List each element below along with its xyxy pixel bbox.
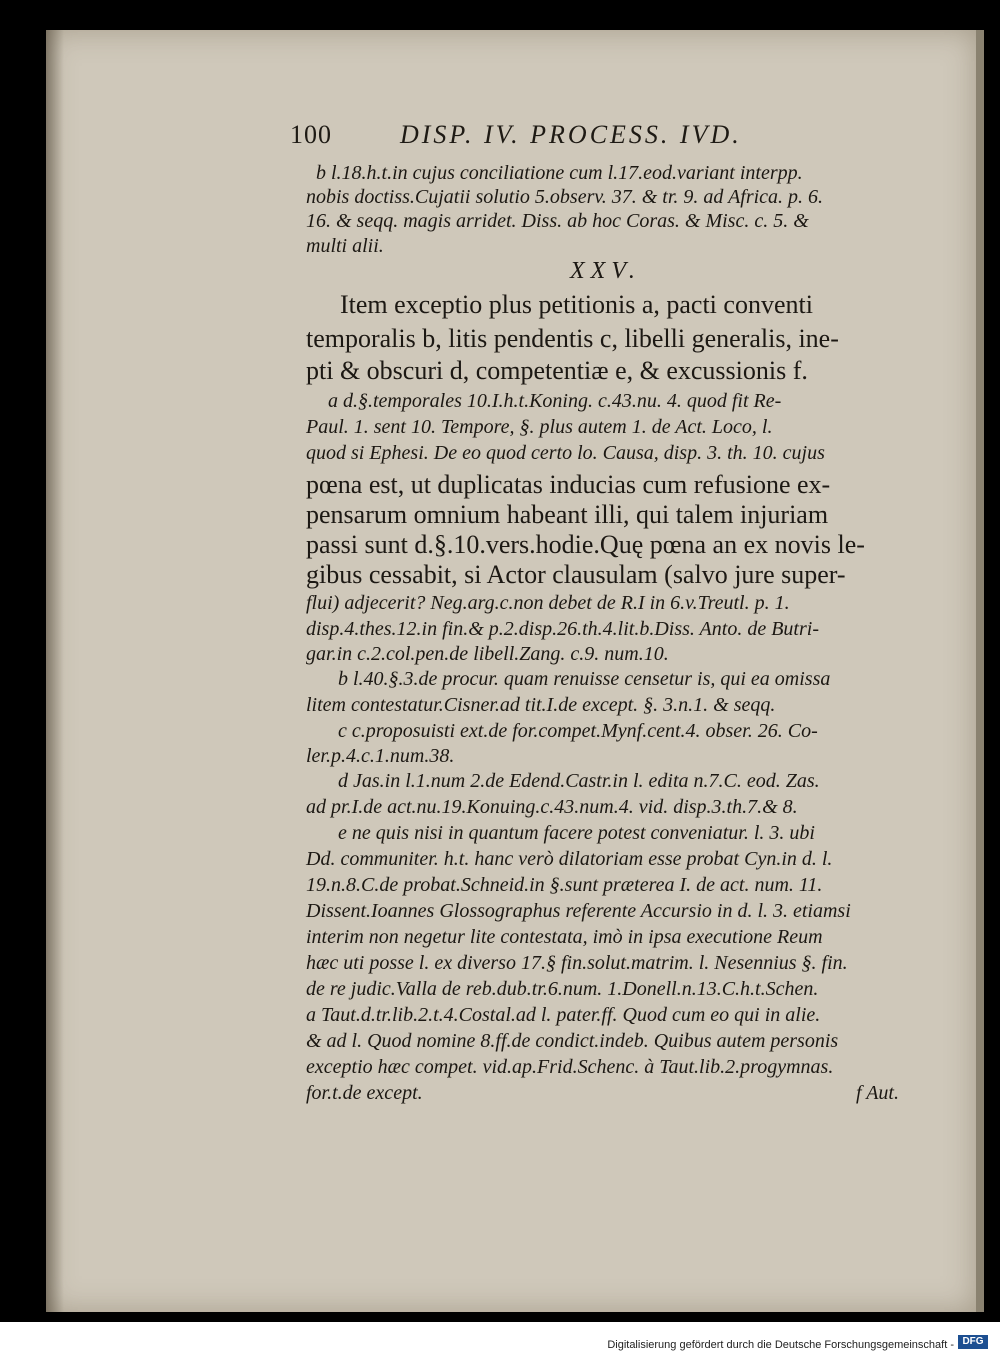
text-line: Dissent.Ioannes Glossographus referente Accursio in d. l. 3. etiamsi	[306, 900, 851, 922]
text-line: pti & obscuri d, competentiæ e, & excussionis f.	[306, 356, 808, 385]
running-title: DISP. IV. PROCESS. IVD.	[400, 120, 742, 149]
text-line: hæc uti posse l. ex diverso 17.§ fin.solut.matrim. l. Nesennius §. fin.	[306, 952, 848, 974]
text-line: temporalis b, litis pendentis c, libelli generalis, ine-	[306, 324, 839, 353]
text-line: ad pr.I.de act.nu.19.Konuing.c.43.num.4. vid. disp.3.th.7.& 8.	[306, 796, 798, 818]
catchword: f Aut.	[856, 1082, 899, 1104]
text-line: quod si Ephesi. De eo quod certo lo. Causa, disp. 3. th. 10. cujus	[306, 442, 825, 464]
text-line: pensarum omnium habeant illi, qui talem injuriam	[306, 500, 829, 529]
text-line: e ne quis nisi in quantum facere potest conveniatur. l. 3. ubi	[338, 822, 815, 844]
text-line: & ad l. Quod nomine 8.ff.de condict.indeb. Quibus autem personis	[306, 1030, 839, 1052]
text-line: b l.40.§.3.de procur. quam renuisse censetur is, qui ea omissa	[338, 668, 831, 690]
text-line: ler.p.4.c.1.num.38.	[306, 745, 455, 767]
text-line: a Taut.d.tr.lib.2.t.4.Costal.ad l. pater.ff. Quod cum eo qui in alie.	[306, 1004, 821, 1026]
text-line: Paul. 1. sent 10. Tempore, §. plus autem 1. de Act. Loco, l.	[306, 416, 773, 438]
funding-notice: Digitalisierung gefördert durch die Deutsche Forschungsgemeinschaft -	[607, 1339, 954, 1351]
page-edge	[976, 30, 984, 1312]
text-line: a d.§.temporales 10.I.h.t.Koning. c.43.nu. 4. quod fit Re-	[328, 390, 782, 412]
text-line: disp.4.thes.12.in fin.& p.2.disp.26.th.4.lit.b.Diss. Anto. de Butri-	[306, 618, 819, 640]
text-line: exceptio hæc compet. vid.ap.Frid.Schenc. à Taut.lib.2.progymnas.	[306, 1056, 834, 1078]
page-number: 100	[290, 120, 332, 149]
text-line: litem contestatur.Cisner.ad tit.I.de except. §. 3.n.1. & seqq.	[306, 694, 776, 716]
text-line: nobis doctiss.Cujatii solutio 5.observ. 37. & tr. 9. ad Africa. p. 6.	[306, 186, 824, 208]
text-line: for.t.de except.	[306, 1082, 423, 1104]
dfg-logo: DFG	[958, 1335, 988, 1349]
text-line: 19.n.8.C.de probat.Schneid.in §.sunt præterea I. de act. num. 11.	[306, 874, 823, 896]
text-line: 16. & seqq. magis arridet. Diss. ab hoc Coras. & Misc. c. 5. &	[306, 210, 809, 232]
text-line: c c.proposuisti ext.de for.compet.Mynf.cent.4. obser. 26. Co-	[338, 720, 818, 742]
text-line: d Jas.in l.1.num 2.de Edend.Castr.in l. edita n.7.C. eod. Zas.	[338, 770, 820, 792]
text-line: gibus cessabit, si Actor clausulam (salvo jure super-	[306, 560, 846, 589]
text-line: Item exceptio plus petitionis a, pacti conventi	[340, 290, 813, 319]
text-line: b l.18.h.t.in cujus conciliatione cum l.17.eod.variant interpp.	[316, 162, 803, 184]
section-number: XXV.	[570, 258, 641, 284]
text-line: passi sunt d.§.10.vers.hodie.Quę pœna an ex novis le-	[306, 530, 865, 559]
text-line: flui) adjecerit? Neg.arg.c.non debet de R.I in 6.v.Treutl. p. 1.	[306, 592, 790, 614]
text-line: de re judic.Valla de reb.dub.tr.6.num. 1.Donell.n.13.C.h.t.Schen.	[306, 978, 819, 1000]
running-head	[290, 120, 790, 152]
text-line: gar.in c.2.col.pen.de libell.Zang. c.9. num.10.	[306, 643, 669, 665]
text-line: Dd. communiter. h.t. hanc verò dilatoriam esse probat Cyn.in d. l.	[306, 848, 833, 870]
text-line: pœna est, ut duplicatas inducias cum refusione ex-	[306, 470, 831, 499]
text-line: interim non negetur lite contestata, imò in ipsa executione Reum	[306, 926, 823, 948]
text-line: multi alii.	[306, 235, 384, 257]
